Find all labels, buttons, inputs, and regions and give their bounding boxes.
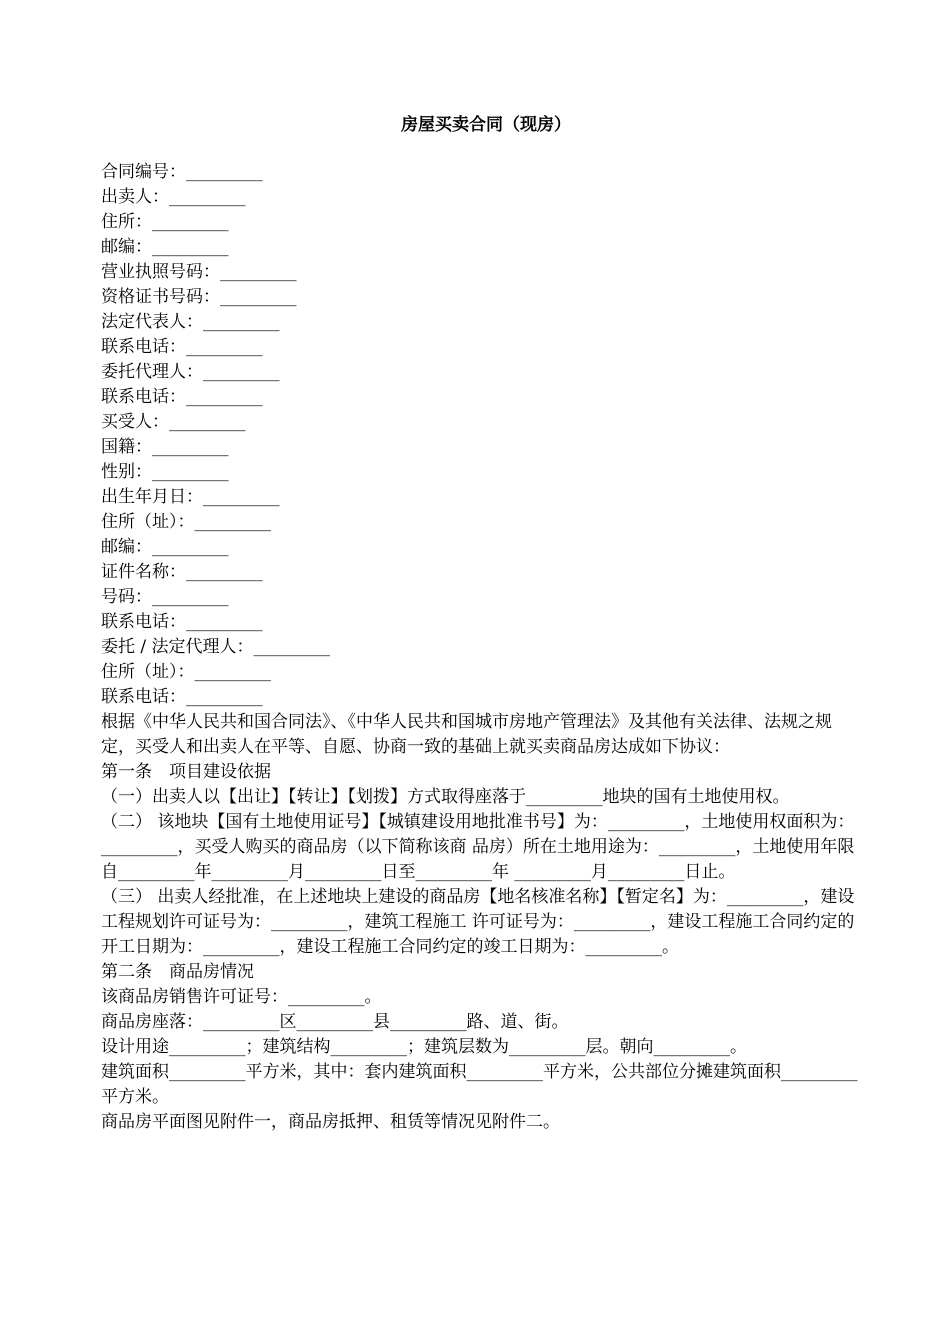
field-buyer: 买受人：_________ <box>101 412 246 432</box>
field-seller-phone: 联系电话：_________ <box>101 337 263 357</box>
article-1-heading: 第一条 项目建设依据 <box>101 762 271 782</box>
field-contract-number: 合同编号：_________ <box>101 162 263 182</box>
contract-page <box>101 112 861 1135</box>
article-2-location: 商品房座落：_________区_________县_________路、道、街。 <box>101 1012 569 1032</box>
field-buyer-agent-phone: 联系电话：_________ <box>101 687 263 707</box>
field-seller-agent: 委托代理人：_________ <box>101 362 280 382</box>
preamble: 根据《中华人民共和国合同法》、《中华人民共和国城市房地产管理法》及其他有关法律、法规之规定，买受人和出卖人在平等、自愿、协商一致的基础上就买卖商品房达成如下协议： <box>101 712 832 757</box>
article-2-license: 该商品房销售许可证号：_________。 <box>101 987 382 1007</box>
field-business-license: 营业执照号码：_________ <box>101 262 297 282</box>
field-seller-postcode: 邮编：_________ <box>101 237 229 257</box>
field-id-number: 号码：_________ <box>101 587 229 607</box>
field-qualification-cert: 资格证书号码：_________ <box>101 287 297 307</box>
field-seller-agent-phone: 联系电话：_________ <box>101 387 263 407</box>
field-id-type: 证件名称：_________ <box>101 562 263 582</box>
article-1-clause-3: （三） 出卖人经批准，在上述地块上建设的商品房【地名核准名称】【暂定名】为：_________，建设工程规划许可证号为：_________，建筑工程施工 许可证号为：_________，建设工程施工合同约定的开工日期为：_________，建设工程施工合同约定的竣工日期为：_________。 <box>101 887 855 957</box>
field-buyer-postcode: 邮编：_________ <box>101 537 229 557</box>
field-buyer-phone: 联系电话：_________ <box>101 612 263 632</box>
article-1-clause-1: （一）出卖人以【出让】【转让】【划拨】方式取得座落于_________地块的国有土地使用权。 <box>101 787 790 807</box>
article-1-clause-2: （二） 该地块【国有土地使用证号】【城镇建设用地批准书号】为：_________，土地使用权面积为：_________，买受人购买的商品房（以下简称该商 品房）所在土地用途为：_________，土地使用年限自_________年_________月_________日至_________年 _________月_________日止。 <box>101 812 855 882</box>
field-buyer-address: 住所（址）：_________ <box>101 512 271 532</box>
field-gender: 性别：_________ <box>101 462 229 482</box>
document-title: 房屋买卖合同（现房） <box>401 115 571 135</box>
article-2-area: 建筑面积_________平方米，其中：套内建筑面积_________平方米，公共部位分摊建筑面积_________平方米。 <box>101 1062 858 1107</box>
field-seller-address: 住所：_________ <box>101 212 229 232</box>
field-buyer-agent: 委托 / 法定代理人：_________ <box>101 637 331 657</box>
field-legal-representative: 法定代表人：_________ <box>101 312 280 332</box>
article-2-heading: 第二条 商品房情况 <box>101 962 254 982</box>
article-2-attachments: 商品房平面图见附件一，商品房抵押、租赁等情况见附件二。 <box>101 1112 560 1132</box>
field-buyer-agent-address: 住所（址）：_________ <box>101 662 271 682</box>
field-nationality: 国籍：_________ <box>101 437 229 457</box>
party-fields <box>101 160 861 710</box>
field-birthdate: 出生年月日：_________ <box>101 487 280 507</box>
field-seller: 出卖人：_________ <box>101 187 246 207</box>
article-2-design: 设计用途_________；建筑结构_________；建筑层数为_________层。朝向_________。 <box>101 1037 747 1057</box>
